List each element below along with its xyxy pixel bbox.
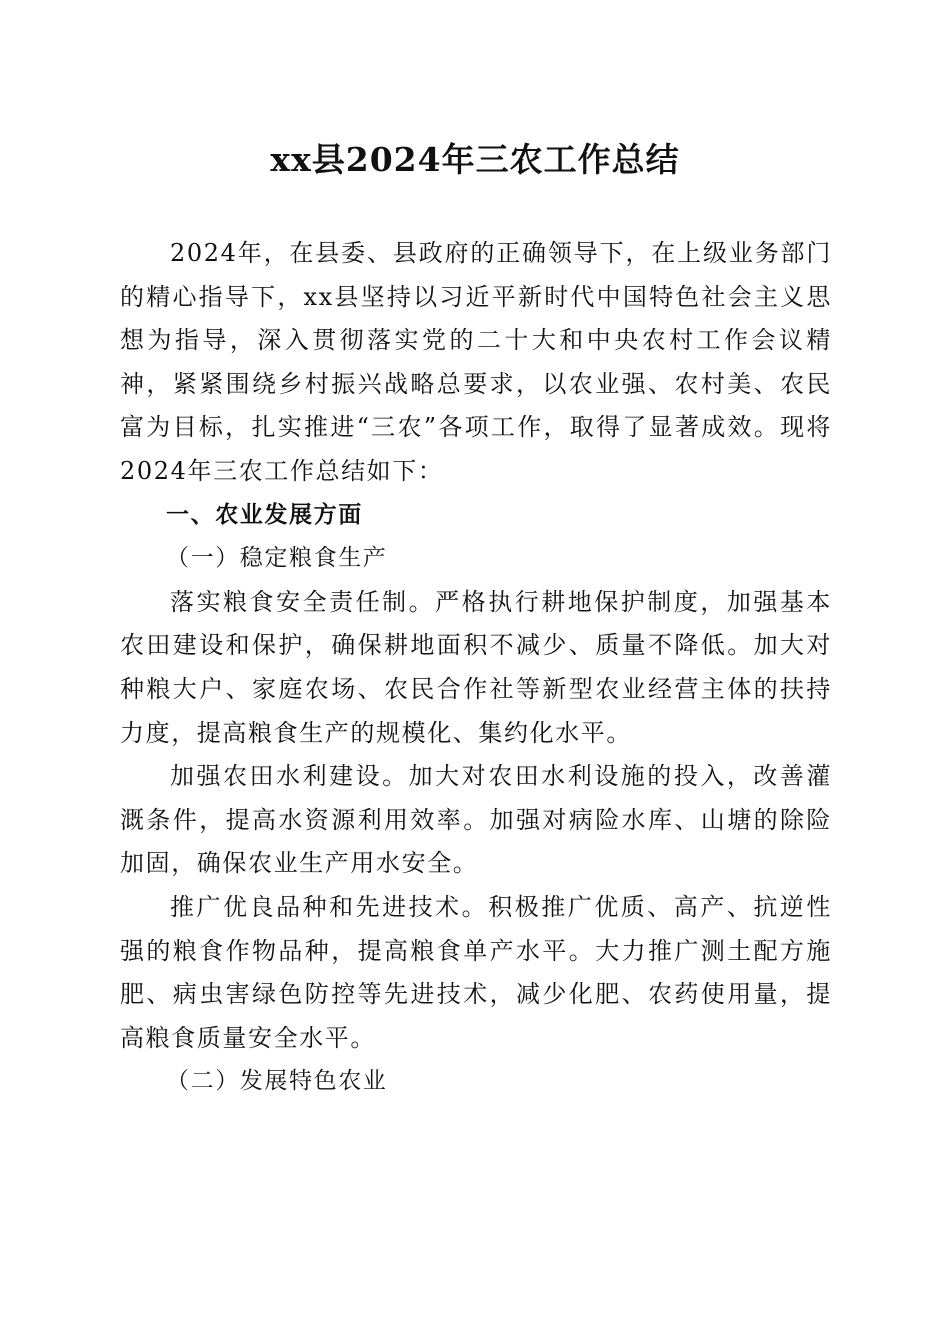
paragraph-irrigation: 加强农田水利建设。加大对农田水利设施的投入，改善灌溉条件，提高水资源利用效率。加强对病险水库、山塘的除险加固，确保农业生产用水安全。 — [120, 762, 832, 878]
paragraph-varieties-technology: 推广优良品种和先进技术。积极推广优质、高产、抗逆性强的粮食作物品种，提高粮食单产水平。大力推广测土配方施肥、病虫害绿色防控等先进技术，减少化肥、农药使用量，提高粮食质量安全水平。 — [120, 892, 832, 1052]
section-heading-agriculture: 一、农业发展方面 — [166, 501, 363, 528]
intro-paragraph: 2024年，在县委、县政府的正确领导下，在上级业务部门的精心指导下，xx县坚持以习近平新时代中国特色社会主义思想为指导，深入贯彻落实党的二十大和中央农村工作会议精神，紧紧围绕乡村振兴战略总要求，以农业强、农村美、农民富为目标，扎实推进“三农”各项工作，取得了显著成效。现将2024年三农工作总结如下： — [120, 239, 832, 485]
document-body — [120, 232, 832, 1104]
subsection-heading-grain: （一）稳定粮食生产 — [166, 545, 388, 572]
paragraph-grain-security: 落实粮食安全责任制。严格执行耕地保护制度，加强基本农田建设和保护，确保耕地面积不减少、质量不降低。加大对种粮大户、家庭农场、农民合作社等新型农业经营主体的扶持力度，提高粮食生产的规模化、集约化水平。 — [120, 587, 832, 747]
subsection-heading-specialty: （二）发展特色农业 — [166, 1068, 388, 1095]
document-title: xx县2024年三农工作总结 — [270, 140, 680, 179]
